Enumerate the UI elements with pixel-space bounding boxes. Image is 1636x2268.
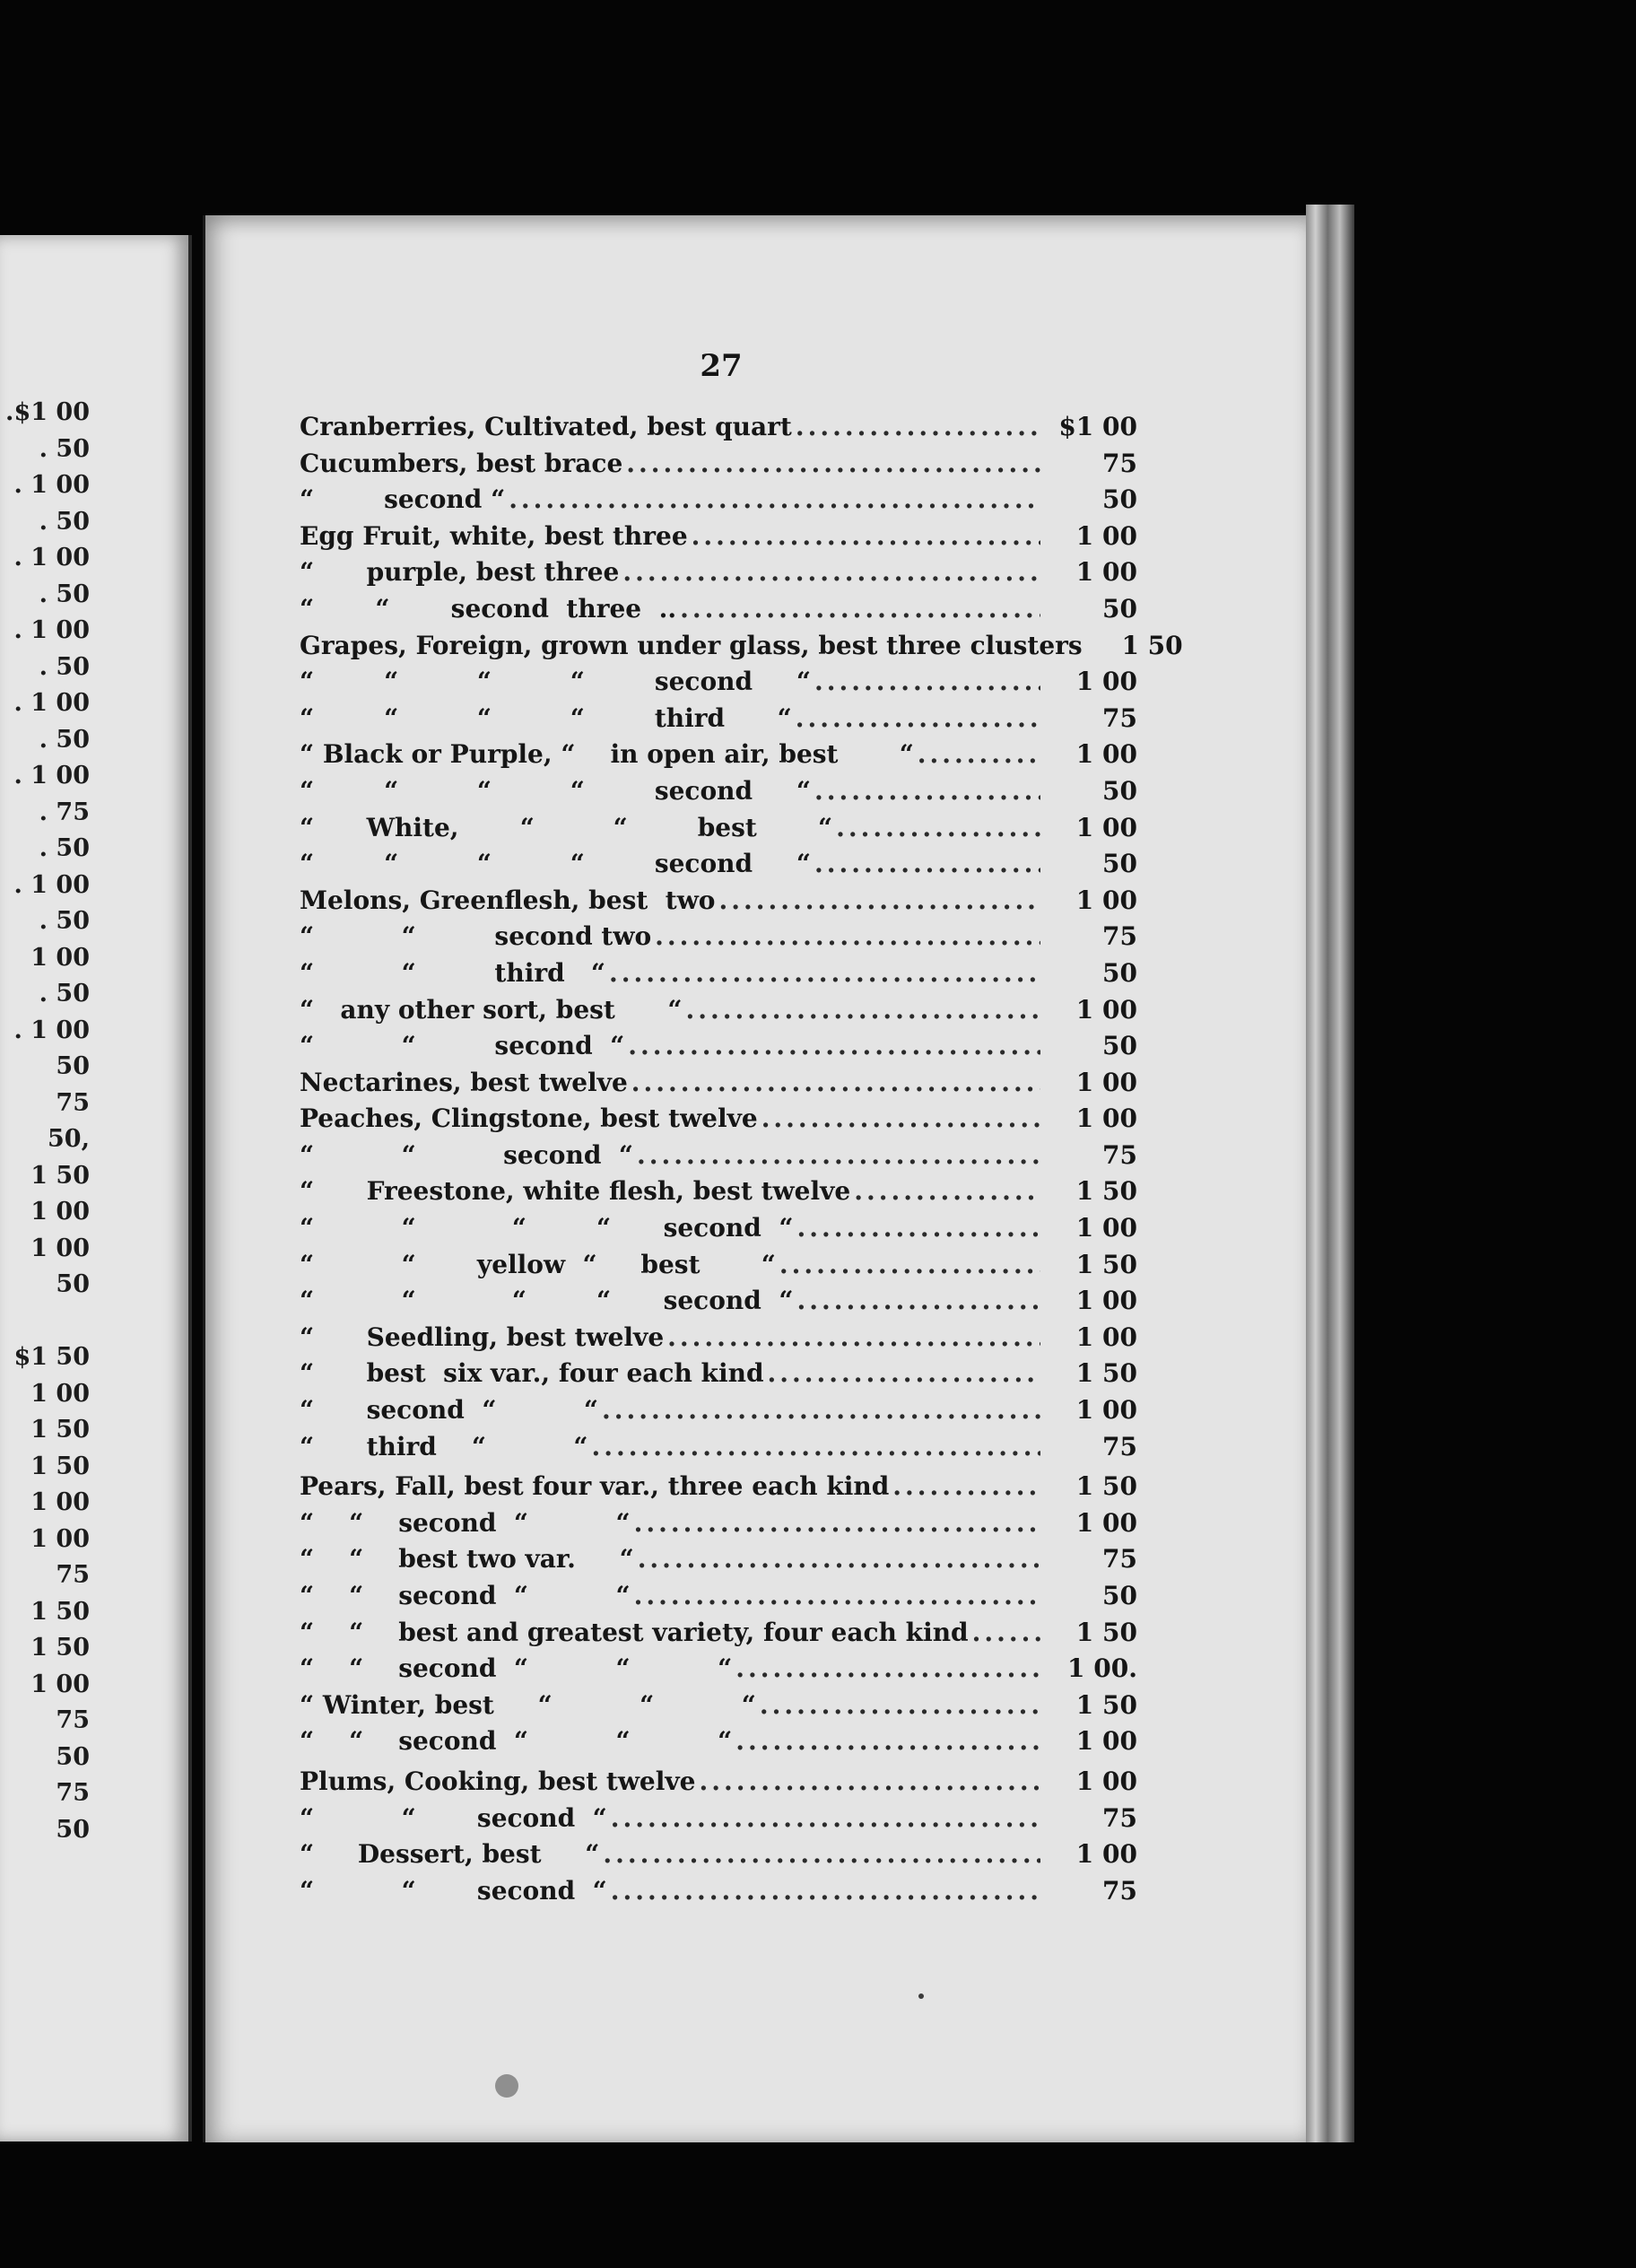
entry-label: “ “ second “ “ “	[300, 1653, 733, 1684]
dot-leader	[892, 1469, 1040, 1505]
dot-leader	[685, 992, 1040, 1029]
entry-label: “ Freestone, white flesh, best twelve	[300, 1176, 851, 1207]
left-page-price: 1 50	[30, 1452, 90, 1480]
entry-price: 75	[1102, 1875, 1137, 1906]
entry-label: “ best six var., four each kind	[300, 1358, 764, 1389]
dot-leader	[638, 1541, 1040, 1578]
entry-label: Nectarines, best twelve	[300, 1067, 628, 1097]
entry-price: 50	[1102, 1031, 1137, 1061]
entry-price: 1 50	[1075, 1249, 1137, 1279]
left-page-price: . 50	[39, 834, 90, 862]
price-entry	[300, 1101, 1137, 1138]
dot-leader	[634, 1578, 1040, 1615]
dot-leader	[814, 846, 1040, 883]
entry-price: 1 50	[1075, 1358, 1137, 1389]
price-entry	[300, 1688, 1137, 1724]
dot-leader	[667, 1320, 1040, 1356]
entry-price: 1 00	[1075, 1507, 1137, 1538]
dot-leader	[972, 1615, 1040, 1652]
dot-leader	[592, 1429, 1040, 1466]
entry-price: 1 50	[1075, 1471, 1137, 1502]
entry-price: 75	[1102, 702, 1137, 733]
price-entry	[300, 1320, 1137, 1356]
price-entry	[300, 810, 1137, 847]
entry-price: 1 50	[1075, 1689, 1137, 1720]
price-entry	[300, 1356, 1137, 1392]
entry-label: Cucumbers, best brace	[300, 448, 623, 478]
left-page-price: 75	[56, 1779, 90, 1807]
entry-price: 1 00	[1075, 520, 1137, 551]
dot-leader	[854, 1173, 1040, 1210]
left-page-price: 1 00	[30, 943, 90, 972]
entry-label: “ “ second three ..	[300, 593, 677, 624]
price-entry	[300, 1723, 1137, 1760]
dot-leader	[692, 519, 1040, 555]
entry-label: Peaches, Clingstone, best twelve	[300, 1103, 758, 1134]
left-page-price: 1 50	[30, 1597, 90, 1626]
entry-price: 1 00	[1075, 1067, 1137, 1097]
left-page-price: 50	[56, 1742, 90, 1771]
left-page-price: . 1 00	[13, 870, 90, 899]
entry-label: “ second “ “	[300, 1395, 599, 1426]
ink-smudge	[495, 2074, 518, 2098]
price-entry	[300, 701, 1137, 737]
dot-leader	[655, 919, 1040, 955]
ink-speck	[918, 1993, 924, 1999]
entry-price: 1 50	[1075, 1617, 1137, 1647]
dot-leader	[796, 1210, 1040, 1247]
left-page-price: 50,	[48, 1125, 90, 1153]
entry-label: Cranberries, Cultivated, best quart	[300, 412, 792, 441]
price-entry	[300, 773, 1137, 810]
left-page-price: 1 50	[30, 1634, 90, 1662]
price-entry	[300, 1651, 1137, 1688]
entry-label: “ “ “ “ second “	[300, 667, 811, 697]
price-entry	[300, 737, 1137, 773]
entry-label: “ “ second “ “ “	[300, 1726, 733, 1757]
left-page-price: 1 00	[30, 1198, 90, 1226]
entry-price: 1 00.	[1067, 1653, 1137, 1684]
price-entry	[300, 591, 1137, 628]
entry-label: “ “ yellow “ best “	[300, 1249, 776, 1279]
entry-price: 50	[1102, 484, 1137, 515]
price-entry	[300, 992, 1137, 1029]
dot-leader	[768, 1356, 1040, 1392]
price-entry	[300, 1505, 1137, 1542]
entry-price: 1 00	[1075, 1395, 1137, 1426]
entry-price: 1 00	[1075, 885, 1137, 915]
dot-leader	[699, 1764, 1040, 1801]
page-number: 27	[700, 348, 743, 384]
price-entry	[300, 1392, 1137, 1429]
entry-label: Egg Fruit, white, best three	[300, 520, 688, 551]
entry-label: “ “ best two var. “	[300, 1544, 634, 1575]
price-entry	[300, 1836, 1137, 1873]
left-page-price: 1 00	[30, 1488, 90, 1516]
price-entry	[300, 446, 1137, 483]
entry-price: 50	[1102, 775, 1137, 806]
price-entry	[300, 1578, 1137, 1615]
entry-price: 1 50	[1121, 630, 1183, 660]
entry-price: 1 00	[1075, 1286, 1137, 1316]
entry-label: “ “ “ “ second “	[300, 849, 811, 879]
entry-price: 1 50	[1075, 1176, 1137, 1207]
left-page	[0, 235, 192, 2142]
entry-label: “ “ second “ “	[300, 1581, 631, 1610]
entry-price: 75	[1102, 921, 1137, 952]
entry-label: “ “ second “	[300, 1802, 607, 1833]
dot-leader	[611, 1873, 1040, 1910]
price-entry	[300, 1138, 1137, 1174]
dot-leader	[760, 1688, 1040, 1724]
entry-label: “ Seedling, best twelve	[300, 1322, 665, 1352]
dot-leader	[735, 1723, 1040, 1760]
entry-label: “ third “ “	[300, 1431, 588, 1461]
dot-leader	[814, 773, 1040, 810]
left-page-price: 1 00	[30, 1234, 90, 1262]
dot-leader	[718, 883, 1040, 920]
left-page-price: . 50	[39, 907, 90, 935]
entry-price: 1 00	[1075, 994, 1137, 1025]
left-page-price: 50	[56, 1270, 90, 1298]
left-page-price: 1 00	[30, 1524, 90, 1553]
price-entry	[300, 1247, 1137, 1284]
entry-label: Grapes, Foreign, grown under glass, best three clusters	[300, 630, 1083, 660]
entry-price: 50	[1102, 957, 1137, 988]
dot-leader	[796, 701, 1040, 737]
left-page-price: . 1 00	[13, 544, 90, 571]
dot-leader	[631, 1065, 1040, 1102]
entry-price: 1 00	[1075, 1103, 1137, 1134]
entry-price: 75	[1102, 1431, 1137, 1461]
price-entry	[300, 919, 1137, 955]
entry-price: 50	[1102, 593, 1137, 624]
entry-price: 1 00	[1075, 812, 1137, 842]
left-page-price: 1 50	[30, 1161, 90, 1190]
dot-leader	[796, 409, 1040, 446]
entry-label: “ “ “ “ second “	[300, 1213, 794, 1243]
left-page-price: . 1 00	[13, 762, 90, 789]
dot-leader	[626, 446, 1040, 483]
left-page-price: 75	[56, 1088, 90, 1117]
entry-price: 50	[1102, 1581, 1137, 1610]
price-entry	[300, 1541, 1137, 1578]
dot-leader	[622, 554, 1040, 591]
entry-price: 1 00	[1075, 1766, 1137, 1796]
entry-label: “ “ “ “ second “	[300, 775, 811, 806]
entry-price: 50	[1102, 849, 1137, 879]
left-page-price: . 1 00	[13, 616, 90, 644]
entry-price: 75	[1102, 1544, 1137, 1575]
price-entry	[300, 1429, 1137, 1466]
price-entry	[300, 955, 1137, 992]
price-entry	[300, 1173, 1137, 1210]
left-page-price: . 50	[39, 580, 90, 608]
left-page-price: 1 00	[30, 1379, 90, 1408]
entry-label: Plums, Cooking, best twelve	[300, 1766, 696, 1796]
dot-leader	[634, 1505, 1040, 1542]
left-page-price: 50	[56, 1815, 90, 1844]
entry-label: “ “ “ “ third “	[300, 702, 792, 733]
left-page-price: . 50	[39, 652, 90, 681]
entry-label: “ “ third “	[300, 957, 606, 988]
left-page-price: . 1 00	[13, 689, 90, 717]
price-entry	[300, 664, 1137, 701]
entry-price: 75	[1102, 1802, 1137, 1833]
dot-leader	[637, 1138, 1040, 1174]
left-page-price: $1 50	[13, 1343, 90, 1371]
price-entry	[300, 519, 1137, 555]
entry-label: “ any other sort, best “	[300, 994, 683, 1025]
entry-label: “ Winter, best “ “ “	[300, 1689, 756, 1720]
entry-price: 1 00	[1075, 667, 1137, 697]
left-page-price: 1 00	[30, 1670, 90, 1698]
entry-price: 1 00	[1075, 1839, 1137, 1870]
entry-label: “ Dessert, best “	[300, 1839, 600, 1870]
dot-leader	[836, 810, 1040, 847]
entry-price: 75	[1102, 448, 1137, 478]
entry-label: “ purple, best three	[300, 557, 620, 588]
entry-label: “ “ best and greatest variety, four each kind	[300, 1617, 969, 1647]
left-page-price: . 75	[39, 798, 90, 826]
price-entry	[300, 482, 1137, 519]
entry-price: 1 00	[1075, 1726, 1137, 1757]
price-entry	[300, 846, 1137, 883]
dot-leader	[814, 664, 1040, 701]
left-page-price: . 50	[39, 725, 90, 754]
price-entry	[300, 1065, 1137, 1102]
left-page-price: . 50	[39, 980, 90, 1008]
price-entry	[300, 628, 1183, 665]
premium-price-list	[300, 409, 1183, 1909]
dot-leader	[761, 1101, 1040, 1138]
dot-leader	[509, 482, 1040, 519]
price-entry	[300, 1210, 1137, 1247]
left-page-price: 50	[56, 1052, 90, 1080]
left-page-price: .$1 00	[5, 398, 90, 426]
price-entry	[300, 1469, 1137, 1505]
price-entry	[300, 1283, 1137, 1320]
dot-leader	[609, 955, 1040, 992]
entry-price: 1 00	[1075, 739, 1137, 770]
dot-leader	[603, 1836, 1040, 1873]
dot-leader	[779, 1247, 1040, 1284]
price-entry	[300, 1801, 1137, 1837]
entry-price: 1 00	[1075, 1213, 1137, 1243]
left-page-price: 1 50	[30, 1416, 90, 1444]
left-page-price: 75	[56, 1706, 90, 1734]
price-entry	[300, 1615, 1137, 1652]
dot-leader	[918, 737, 1040, 773]
entry-label: Melons, Greenflesh, best two	[300, 885, 716, 915]
entry-price: $1 00	[1058, 412, 1137, 441]
left-page-price: . 1 00	[13, 471, 90, 499]
dot-leader	[796, 1283, 1040, 1320]
dot-leader	[602, 1392, 1040, 1429]
entry-label: “ “ second “ “	[300, 1507, 631, 1538]
price-entry	[300, 554, 1137, 591]
entry-price: 75	[1102, 1139, 1137, 1170]
entry-price: 1 00	[1075, 557, 1137, 588]
entry-label: “ White, “ “ best “	[300, 812, 833, 842]
entry-label: “ second “	[300, 484, 506, 515]
entry-label: “ “ second two	[300, 921, 652, 952]
entry-label: “ “ “ “ second “	[300, 1286, 794, 1316]
price-entry	[300, 409, 1137, 446]
left-page-price: . 1 00	[13, 1016, 90, 1044]
left-page-price: . 50	[39, 507, 90, 536]
dot-leader	[735, 1651, 1040, 1688]
entry-price: 1 00	[1075, 1322, 1137, 1352]
entry-label: “ “ second “	[300, 1031, 625, 1061]
price-entry	[300, 883, 1137, 920]
dot-leader	[628, 1028, 1040, 1065]
dot-leader	[680, 591, 1040, 628]
entry-label: Pears, Fall, best four var., three each kind	[300, 1471, 890, 1502]
price-entry	[300, 1028, 1137, 1065]
entry-label: “ “ second “	[300, 1875, 607, 1906]
entry-label: “ “ second “	[300, 1139, 634, 1170]
page-edge	[1306, 205, 1354, 2142]
price-entry	[300, 1873, 1137, 1910]
entry-label: “ Black or Purple, “ in open air, best “	[300, 739, 914, 770]
left-page-price: 75	[56, 1561, 90, 1589]
left-page-price: . 50	[39, 434, 90, 463]
price-entry	[300, 1764, 1137, 1801]
dot-leader	[611, 1801, 1040, 1837]
